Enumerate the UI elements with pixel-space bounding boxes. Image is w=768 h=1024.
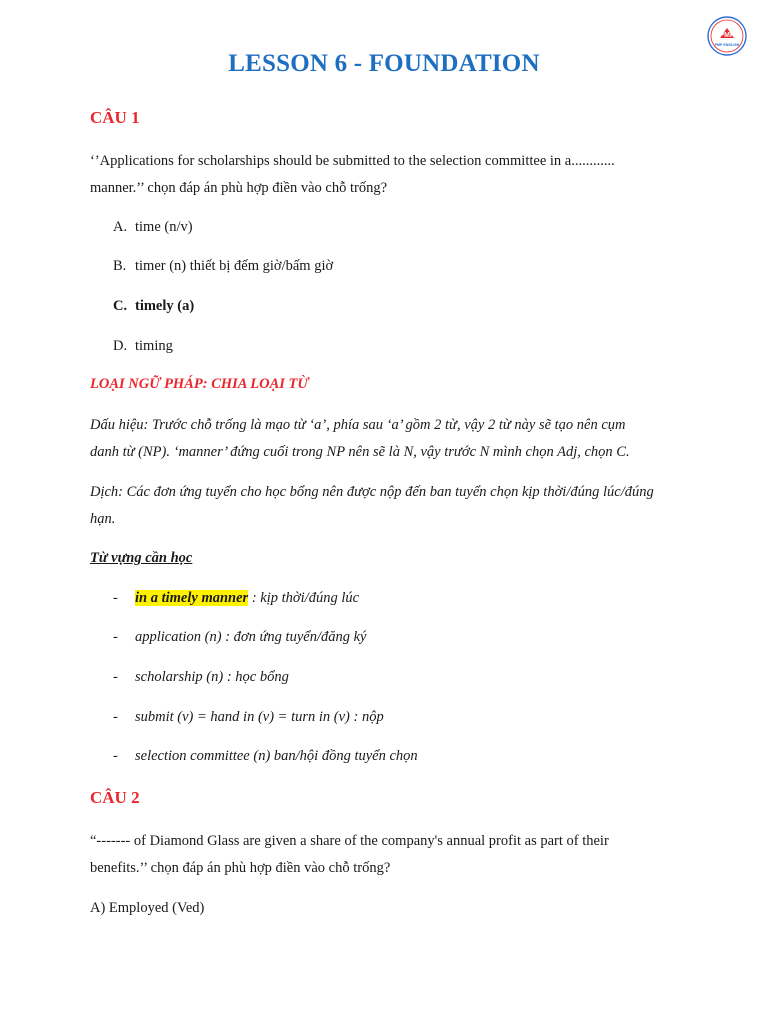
translation-line-1: Dịch: Các đơn ứng tuyển cho học bổng nên được nộp đến ban tuyển chọn kịp thời/đúng lúc/đúng xyxy=(90,484,654,500)
option-a-letter: A. xyxy=(113,219,128,235)
vocab-item xyxy=(113,669,289,686)
list-dash: - xyxy=(113,629,118,645)
vocab-text: application (n) : đơn ứng tuyển/đăng ký xyxy=(135,629,367,645)
vocab-text: selection committee (n) ban/hội đồng tuyển chọn xyxy=(135,748,418,764)
highlighted-term: in a timely manner xyxy=(135,590,249,606)
option-d-text: timing xyxy=(135,338,173,354)
question-2-prompt-line-2: benefits.’’ chọn đáp án phù hợp điền vào chỗ trống? xyxy=(90,860,391,876)
question-1-prompt-line-2: manner.’’ chọn đáp án phù hợp điền vào chỗ trống? xyxy=(90,180,388,196)
list-dash: - xyxy=(113,669,118,685)
list-dash: - xyxy=(113,709,118,725)
question-1-heading: CÂU 1 xyxy=(90,108,140,127)
answer-sign-line-1: Dấu hiệu: Trước chỗ trống là mạo từ ‘a’, phía sau ‘a’ gồm 2 từ, vậy 2 từ này sẽ tạo nên cụm xyxy=(90,417,626,433)
vocab-item xyxy=(113,709,384,726)
option-b-letter: B. xyxy=(113,258,127,274)
vocab-text: submit (v) = hand in (v) = turn in (v) : nộp xyxy=(135,709,384,725)
vocab-item xyxy=(113,590,359,607)
vocab-item xyxy=(113,748,418,765)
vocab-heading: Từ vựng cần học xyxy=(90,550,193,566)
option-d-letter: D. xyxy=(113,338,128,354)
translation-line-2: hạn. xyxy=(90,511,116,527)
option-b xyxy=(113,258,333,275)
logo-mark: PMP xyxy=(719,32,735,39)
question-2-prompt-line-1: “------- of Diamond Glass are given a share of the company's annual profit as part of their xyxy=(90,833,609,849)
option-c-text: timely (a) xyxy=(135,298,195,314)
question-1-prompt-line-1: ‘’Applications for scholarships should be submitted to the selection committee in a............ xyxy=(90,153,615,169)
list-dash: - xyxy=(113,590,118,606)
grammar-type-label: LOẠI NGỮ PHÁP: CHIA LOẠI TỪ xyxy=(90,376,309,392)
option-c-correct xyxy=(113,298,194,315)
option-a-text: time (n/v) xyxy=(135,219,193,235)
option-b-text: timer (n) thiết bị đếm giờ/bấm giờ xyxy=(135,258,334,274)
option-c-letter: C. xyxy=(113,298,128,314)
answer-sign-paragraph xyxy=(90,412,690,466)
answer-sign-line-2: danh từ (NP). ‘manner’ đứng cuối trong NP nên sẽ là N, vậy trước N mình chọn Adj, chọn C. xyxy=(90,444,630,460)
question-2-prompt xyxy=(90,828,690,882)
vocab-item xyxy=(113,629,366,646)
question-2-heading: CÂU 2 xyxy=(90,788,140,807)
vocab-text: scholarship (n) : học bổng xyxy=(135,669,289,685)
list-dash: - xyxy=(113,748,118,764)
option-d xyxy=(113,338,173,355)
question-1-prompt xyxy=(90,148,690,202)
term-meaning: : kịp thời/đúng lúc xyxy=(248,590,360,606)
page-title: LESSON 6 - FOUNDATION xyxy=(228,50,540,77)
logo-caption: PMP ENGLISH xyxy=(714,43,740,47)
question-2-option-a: A) Employed (Ved) xyxy=(90,900,205,916)
option-a xyxy=(113,219,193,236)
translation-paragraph xyxy=(90,479,690,533)
